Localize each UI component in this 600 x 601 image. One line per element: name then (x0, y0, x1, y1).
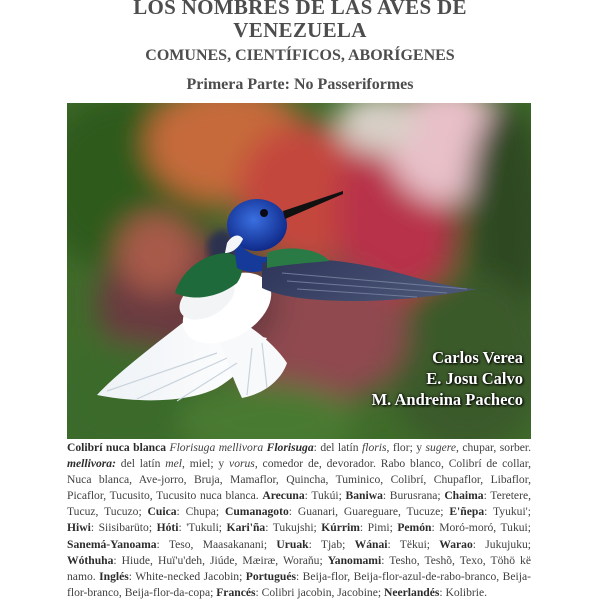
etymology-text: , chupar, sorber. (456, 441, 532, 454)
author-name: E. Josu Calvo (426, 369, 523, 388)
language-label: Wóthuha (67, 553, 114, 567)
etymology-text: : del latín (313, 441, 362, 454)
epithet-name: mellivora: (67, 457, 116, 471)
book-subtitle: COMUNES, CIENTÍFICOS, ABORÍGENES (145, 47, 455, 64)
genus-name: Florisuga (266, 441, 314, 454)
language-label: Warao (439, 537, 473, 551)
language-label: Kari'ña (226, 521, 266, 535)
language-bird-name: : Tjab; (308, 537, 355, 551)
etymology-word: vorus (229, 457, 255, 471)
book-title-line2: VENEZUELA (233, 18, 367, 42)
language-bird-name: : Kolibrie. (439, 585, 488, 599)
etymology-word: sugere (425, 441, 456, 454)
language-bird-name: : White-necked Jacobin; (128, 569, 246, 583)
language-label: Yanomami (327, 553, 382, 567)
language-label: Inglés (99, 569, 129, 583)
etymology-text: , miel; y (182, 457, 230, 471)
common-names-list: Rabo blanco, Colibrí de collar, Nuca blanca, Ave-jorro, Bruja, Mamaflor, Quincha, Tuminico, Colibrí, Chupaflor, Libaflor, Picaflor, Tucusito, Tucusito nuca blanca. (67, 457, 531, 503)
language-label: Hiwi (67, 521, 91, 535)
language-bird-name: : Burusrana; (382, 489, 445, 503)
language-bird-name: : Pimi; (359, 521, 398, 535)
language-bird-name: : Tyukui'; (484, 505, 531, 519)
etymology-text: , flor; y (386, 441, 426, 454)
species-scientific-name: Florisuga mellivora (169, 441, 264, 454)
language-label: Cuica (147, 505, 177, 519)
language-label: E'ñepa (449, 505, 485, 519)
author-name: Carlos Verea (432, 348, 523, 367)
language-bird-name: : Moró-moró, Tukui; (431, 521, 531, 535)
language-label: Pemón (397, 521, 432, 535)
language-names-list (67, 489, 531, 599)
language-label: Uruak (276, 537, 309, 551)
language-bird-name: : 'Tukuli; (178, 521, 227, 535)
language-bird-name: : Tukujshi; (265, 521, 322, 535)
etymology-text: del latín (115, 457, 166, 471)
language-bird-name: : Jukujuku; (472, 537, 532, 551)
language-bird-name: : Hiude, Huï'u'deh, Jiúde, Mæiræ, Woraňu; (113, 553, 328, 567)
language-label: Chaima (444, 489, 484, 503)
language-bird-name: : Guanari, Guareguare, Tucuze; (288, 505, 450, 519)
language-bird-name: : Teretere, Tucuz, Tucuzo; (67, 489, 531, 519)
language-label: Portugués (245, 569, 297, 583)
language-bird-name: : Tukúi; (304, 489, 346, 503)
cover-photo (67, 103, 531, 439)
language-bird-name: : Beija-flor, Beija-flor-azul-de-rabo-branco, Beija-flor-branco, Beija-flor-da-copa; (67, 569, 531, 599)
language-label: Arecuna (262, 489, 305, 503)
language-bird-name: : Tëkui; (387, 537, 440, 551)
species-entry (67, 440, 531, 601)
etymology-word: mel (165, 457, 182, 471)
language-bird-name: : Tesho, Teshõ, Texo, Töhö kë namo. (67, 553, 531, 583)
language-label: Baniwa (345, 489, 383, 503)
etymology-word: floris (362, 441, 387, 454)
language-label: Hóti (156, 521, 179, 535)
language-label: Neerlandés (383, 585, 440, 599)
language-bird-name: : Chupa; (176, 505, 225, 519)
language-label: Sanemá-Yanoama (67, 537, 157, 551)
language-bird-name: : Colibri jacobin, Jacobine; (255, 585, 384, 599)
language-label: Cumanagoto (224, 505, 289, 519)
authors (372, 347, 523, 410)
book-title-line1: LOS NOMBRES DE LAS AVES DE (133, 0, 467, 19)
language-label: Wánai (354, 537, 388, 551)
species-common-name: Colibrí nuca blanca (67, 441, 167, 454)
book-part: Primera Parte: No Passeriformes (186, 76, 414, 93)
language-bird-name: : Siisibarüto; (90, 521, 157, 535)
language-label: Kúrrim (321, 521, 360, 535)
etymology-text: , comedor de, devorador. (254, 457, 381, 471)
author-name: M. Andreina Pacheco (371, 390, 523, 409)
language-bird-name: : Teso, Maasakanani; (156, 537, 277, 551)
language-label: Francés (216, 585, 256, 599)
